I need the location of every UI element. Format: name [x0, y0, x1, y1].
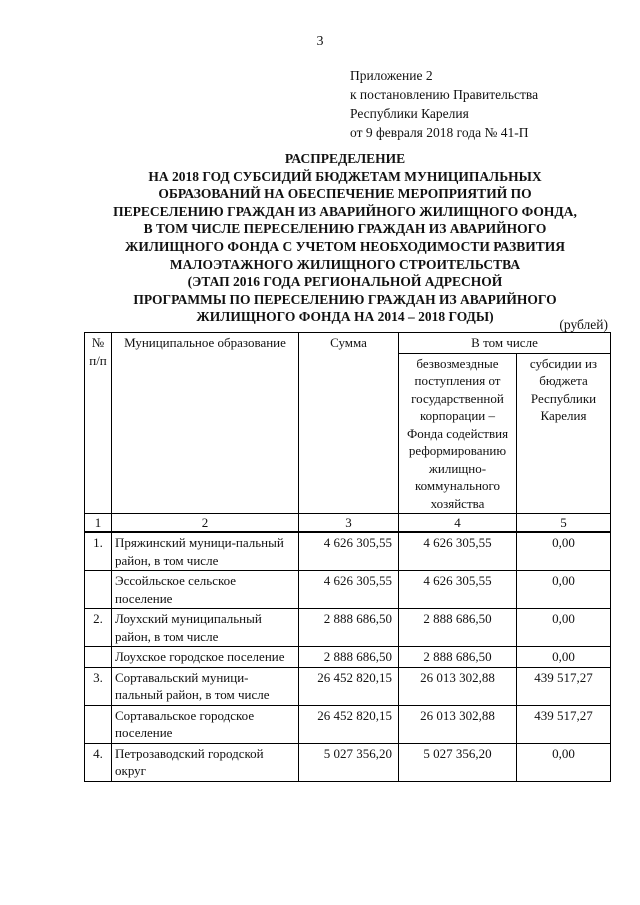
title-line: НА 2018 ГОД СУБСИДИЙ БЮДЖЕТАМ МУНИЦИПАЛЬНЫХ: [148, 168, 542, 184]
row-fund: 2 888 686,50: [399, 647, 517, 668]
column-number: 1: [85, 514, 112, 533]
header-municipality: Муниципальное образование: [112, 333, 299, 514]
row-republic: 439 517,27: [517, 667, 611, 705]
row-municipality: Сортавальский муници-пальный район, в том числе: [112, 667, 299, 705]
title-line: ПРОГРАММЫ ПО ПЕРЕСЕЛЕНИЮ ГРАЖДАН ИЗ АВАРИЙНОГО: [133, 291, 557, 307]
row-fund: 26 013 302,88: [399, 705, 517, 743]
row-municipality: Пряжинский муници-пальный район, в том числе: [112, 532, 299, 571]
row-sum: 4 626 305,55: [299, 532, 399, 571]
row-fund: 26 013 302,88: [399, 667, 517, 705]
table-row: [85, 705, 611, 743]
table-row: [85, 667, 611, 705]
title-line: МАЛОЭТАЖНОГО ЖИЛИЩНОГО СТРОИТЕЛЬСТВА: [169, 256, 521, 272]
row-index: 2.: [85, 609, 112, 647]
header-sum: Сумма: [299, 333, 399, 514]
title-line: В ТОМ ЧИСЛЕ ПЕРЕСЕЛЕНИЮ ГРАЖДАН ИЗ АВАРИЙНОГО: [143, 221, 547, 237]
row-municipality: Эссойльское сельское поселение: [112, 571, 299, 609]
row-municipality: Лоухский муниципальный район, в том числе: [112, 609, 299, 647]
table-row: [85, 743, 611, 781]
title-line: ЖИЛИЩНОГО ФОНДА НА 2014 – 2018 ГОДЫ): [196, 309, 494, 325]
page-number: 3: [316, 34, 324, 49]
title-line: (ЭТАП 2016 ГОДА РЕГИОНАЛЬНОЙ АДРЕСНОЙ: [187, 274, 503, 290]
annex-line: Республики Карелия: [350, 106, 469, 121]
column-number: 5: [517, 514, 611, 533]
table-row: [85, 647, 611, 668]
column-number: 3: [299, 514, 399, 533]
units-label: (рублей): [559, 317, 608, 332]
row-sum: 2 888 686,50: [299, 647, 399, 668]
title-line: РАСПРЕДЕЛЕНИЕ: [284, 151, 406, 166]
row-republic: 0,00: [517, 609, 611, 647]
row-sum: 26 452 820,15: [299, 705, 399, 743]
header-republic: субсидии из бюджета Республики Карелия: [517, 353, 611, 514]
row-sum: 26 452 820,15: [299, 667, 399, 705]
table-row: [85, 532, 611, 571]
row-fund: 4 626 305,55: [399, 532, 517, 571]
row-index: 3.: [85, 667, 112, 705]
header-fund: безвозмездные поступления от государственной корпорации – Фонда содействия реформированию жилищно-коммунального хозяйства: [399, 353, 517, 514]
header-including: В том числе: [399, 333, 611, 354]
annex-line: к постановлению Правительства: [350, 87, 539, 102]
subsidy-table: [84, 332, 611, 782]
row-republic: 439 517,27: [517, 705, 611, 743]
annex-line: от 9 февраля 2018 года № 41-П: [350, 125, 529, 140]
annex-line: Приложение 2: [350, 68, 433, 83]
column-numbers-row: [85, 514, 611, 533]
row-index: 1.: [85, 532, 112, 571]
document-title: [80, 150, 610, 326]
row-index: [85, 647, 112, 668]
row-fund: 5 027 356,20: [399, 743, 517, 781]
annex-reference: [350, 66, 538, 142]
row-fund: 2 888 686,50: [399, 609, 517, 647]
row-municipality: Лоухское городское поселение: [112, 647, 299, 668]
row-republic: 0,00: [517, 571, 611, 609]
table-header-row: [85, 333, 611, 354]
row-municipality: Петрозаводский городской округ: [112, 743, 299, 781]
row-republic: 0,00: [517, 743, 611, 781]
row-fund: 4 626 305,55: [399, 571, 517, 609]
column-number: 4: [399, 514, 517, 533]
title-line: ОБРАЗОВАНИЙ НА ОБЕСПЕЧЕНИЕ МЕРОПРИЯТИЙ ПО: [158, 186, 532, 202]
title-line: ПЕРЕСЕЛЕНИЮ ГРАЖДАН ИЗ АВАРИЙНОГО ЖИЛИЩНОГО ФОНДА,: [113, 203, 577, 219]
header-num: № п/п: [85, 333, 112, 514]
row-sum: 2 888 686,50: [299, 609, 399, 647]
title-line: ЖИЛИЩНОГО ФОНДА С УЧЕТОМ НЕОБХОДИМОСТИ РАЗВИТИЯ: [124, 238, 566, 254]
row-index: [85, 571, 112, 609]
row-republic: 0,00: [517, 647, 611, 668]
row-index: [85, 705, 112, 743]
row-sum: 5 027 356,20: [299, 743, 399, 781]
column-number: 2: [112, 514, 299, 533]
table-row: [85, 571, 611, 609]
row-republic: 0,00: [517, 532, 611, 571]
table-row: [85, 609, 611, 647]
row-index: 4.: [85, 743, 112, 781]
row-sum: 4 626 305,55: [299, 571, 399, 609]
row-municipality: Сортавальское городское поселение: [112, 705, 299, 743]
